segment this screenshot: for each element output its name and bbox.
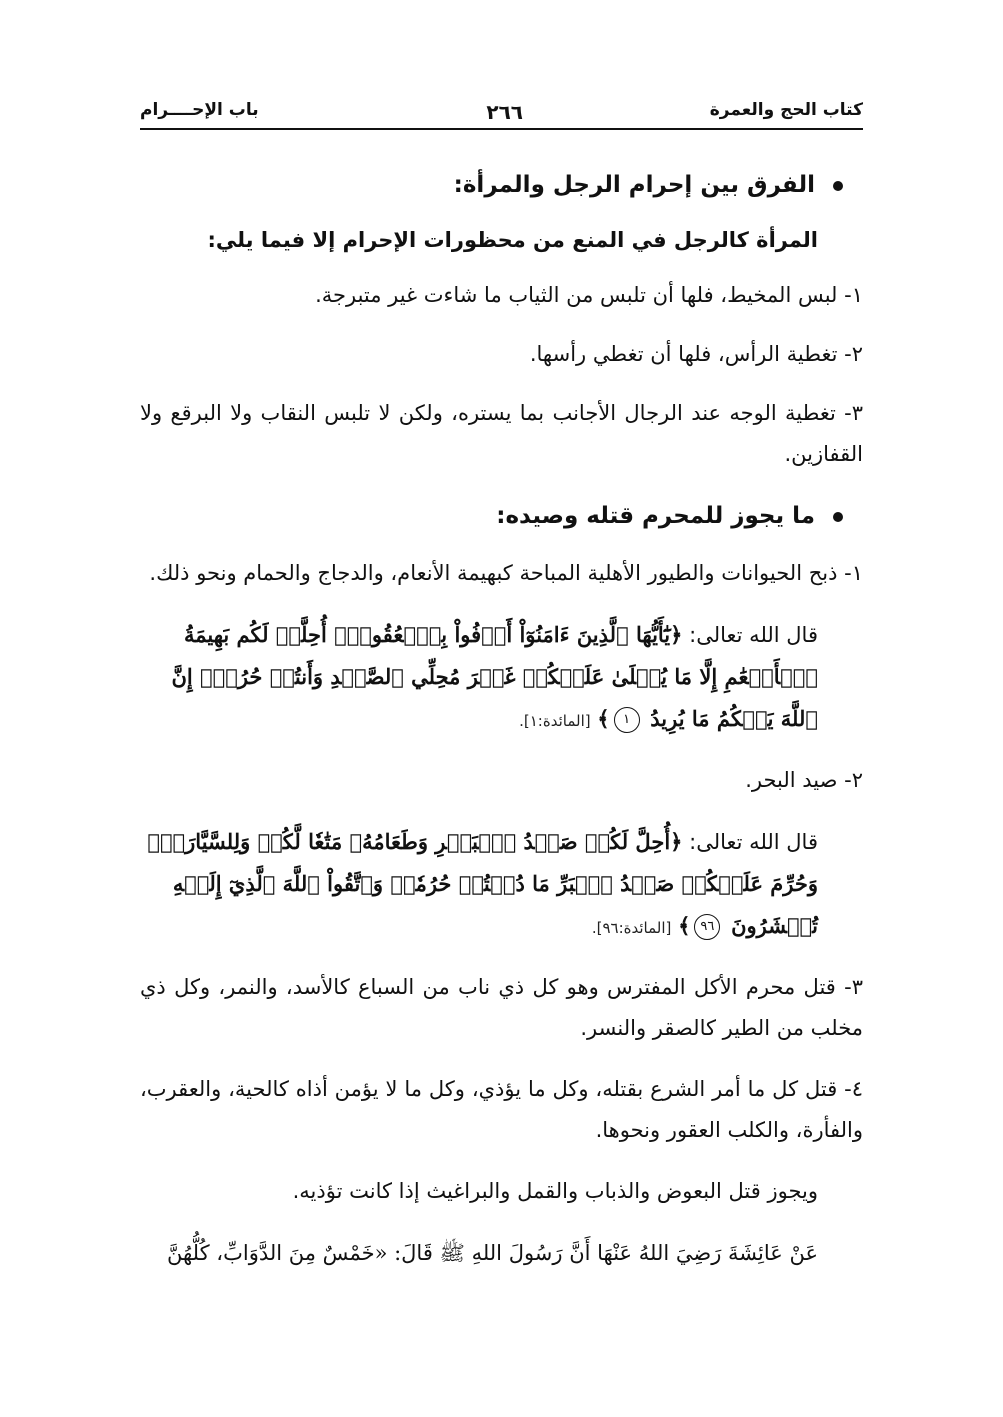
quote-intro: قال الله تعالى: — [689, 623, 818, 647]
section-heading-permitted-killing — [140, 489, 863, 543]
list-item: ١- لبس المخيط، فلها أن تلبس من الثياب ما شاءت غير متبرجة. — [315, 283, 863, 307]
note-paragraph: ويجوز قتل البعوض والذباب والقمل والبراغيث إذا كانت تؤذيه. — [292, 1179, 818, 1203]
page-header — [140, 100, 863, 130]
list-item: ٤- قتل كل ما أمر الشرع بقتله، وكل ما يؤذي، وكل ما لا يؤمن أذاه كالحية، والعقرب، والفأرة، والكلب العقور ونحوها. — [140, 1077, 863, 1142]
heading-text: ما يجوز للمحرم قتله وصيده: — [496, 503, 815, 529]
brace-close: ﴾ — [678, 913, 691, 938]
list-item: ١- ذبح الحيوانات والطيور الأهلية المباحة كبهيمة الأنعام، والدجاج والحمام ونحو ذلك. — [149, 561, 863, 585]
book-title: كتاب الحج والعمرة — [709, 100, 863, 120]
section-subheading: المرأة كالرجل في المنع من محظورات الإحرام إلا فيما يلي: — [207, 228, 818, 252]
section-heading-differences — [140, 158, 863, 212]
page-number: ٢٦٦ — [486, 100, 523, 124]
brace-close: ﴾ — [597, 706, 610, 731]
list-item: ٣- تغطية الوجه عند الرجال الأجانب بما يستره، ولكن لا تلبس النقاب ولا البرقع ولا القفازين. — [140, 401, 863, 466]
brace-open: ﴿ — [670, 829, 683, 854]
ayah-number-marker: ١ — [614, 707, 640, 733]
brace-open: ﴿ — [670, 622, 683, 647]
bullet-icon — [833, 181, 843, 191]
header-divider — [140, 128, 863, 130]
verse-reference: [المائدة:٩٦]. — [591, 919, 672, 937]
chapter-title: باب الإحــــرام — [140, 100, 259, 120]
hadith-text: عَنْ عَائِشَةَ رَضِيَ اللهُ عَنْهَا أَنَّ رَسُولَ اللهِ ﷺ قَالَ: «خَمْسٌ مِنَ الدَّوَابِّ، كُلُّهُنَّ — [167, 1241, 818, 1265]
verse-reference: [المائدة:١]. — [519, 712, 591, 730]
quran-quote — [140, 614, 863, 742]
list-item: ٢- تغطية الرأس، فلها أن تغطي رأسها. — [529, 342, 863, 366]
quran-verse: أُحِلَّ لَكُمۡ صَيۡدُ ٱلۡبَحۡرِ وَطَعَامُهُۥ مَتَٰعٗا لَّكُمۡ وَلِلسَّيَّارَةِۖ وَحُرِّمَ عَلَيۡكُمۡ صَيۡدُ ٱلۡبَرِّ مَا دُمۡتُمۡ حُرُمٗاۗ وَٱتَّقُواْ ٱللَّهَ ٱلَّذِيٓ إِلَيۡهِ تُحۡشَرُونَ — [147, 829, 818, 938]
quran-quote — [140, 821, 863, 949]
quran-verse: يَٰٓأَيُّهَا ٱلَّذِينَ ءَامَنُوٓاْ أَوۡفُواْ بِٱلۡعُقُودِۚ أُحِلَّتۡ لَكُم بَهِيمَةُ ٱلۡأَنۡعَٰمِ إِلَّا مَا يُتۡلَىٰ عَلَيۡكُمۡ غَيۡرَ مُحِلِّي ٱلصَّيۡدِ وَأَنتُمۡ حُرُمٌۗ إِنَّ ٱللَّهَ يَحۡكُمُ مَا يُرِيدُ — [171, 622, 818, 731]
bullet-icon — [833, 512, 843, 522]
list-item: ٣- قتل محرم الأكل المفترس وهو كل ذي ناب من السباع كالأسد، والنمر، وكل ذي مخلب من الطير كالصقر والنسر. — [140, 975, 863, 1040]
heading-text: الفرق بين إحرام الرجل والمرأة: — [453, 172, 815, 198]
page-content — [140, 158, 863, 1295]
quote-intro: قال الله تعالى: — [689, 830, 818, 854]
ayah-number-marker: ٩٦ — [694, 914, 720, 940]
list-item: ٢- صيد البحر. — [745, 768, 863, 792]
